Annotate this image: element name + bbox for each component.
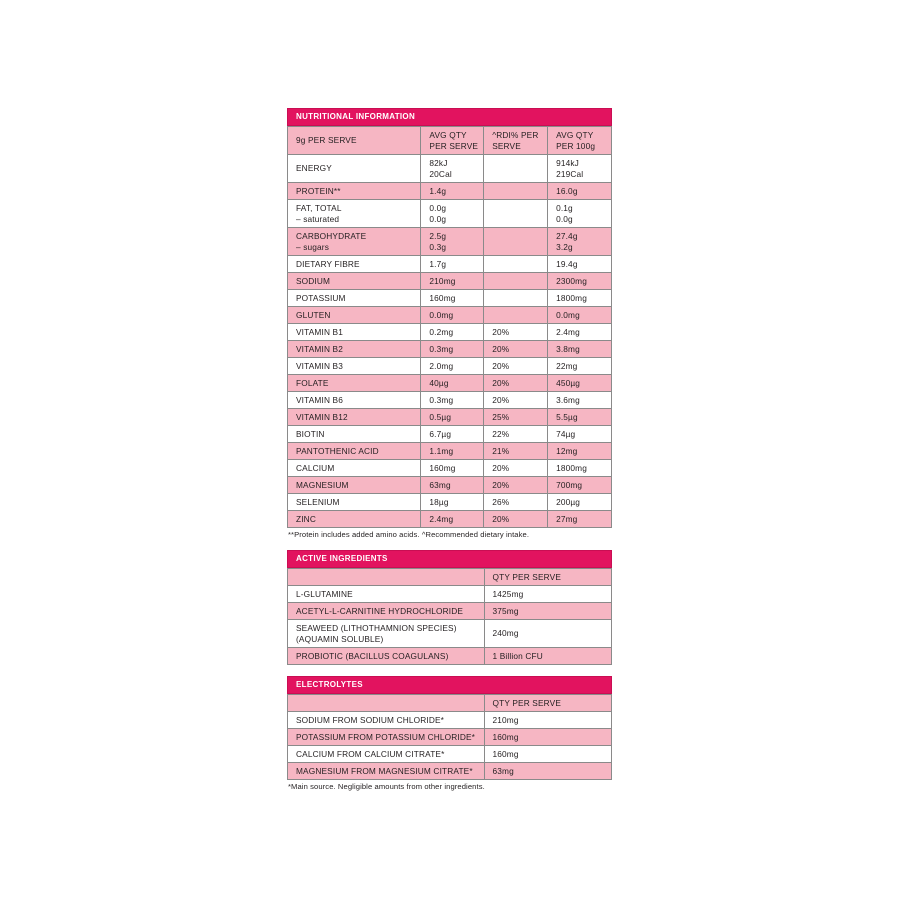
header-cell-1: QTY PER SERVE [484,569,611,586]
electrolytes-table [287,694,612,780]
cell-3: 27mg [548,511,612,528]
cell-0: SODIUM FROM SODIUM CHLORIDE* [288,712,485,729]
cell-0: SEAWEED (LITHOTHAMNION SPECIES) (AQUAMIN SOLUBLE) [288,620,485,648]
cell-0: VITAMIN B2 [288,341,421,358]
nutrition-row [288,200,612,228]
cell-2: 20% [484,358,548,375]
cell-1: 1 Billion CFU [484,648,611,665]
cell-1: 63mg [421,477,484,494]
cell-0: PROTEIN** [288,183,421,200]
electrolytes-header-row [288,695,612,712]
cell-0: ACETYL-L-CARNITINE HYDROCHLORIDE [288,603,485,620]
cell-2 [484,228,548,256]
cell-1: 2.4mg [421,511,484,528]
cell-2 [484,307,548,324]
cell-1: 0.0mg [421,307,484,324]
cell-3: 2300mg [548,273,612,290]
active-row [288,586,612,603]
cell-1: 160mg [484,729,611,746]
cell-1: 1425mg [484,586,611,603]
nutrition-row [288,273,612,290]
cell-2: 20% [484,341,548,358]
nutrition-row [288,511,612,528]
cell-2: 20% [484,511,548,528]
cell-3: 200µg [548,494,612,511]
nutrition-row [288,307,612,324]
active-row [288,603,612,620]
header-cell-0 [288,695,485,712]
electrolytes-row [288,712,612,729]
nutrition-row [288,228,612,256]
cell-0: ENERGY [288,155,421,183]
cell-3: 3.6mg [548,392,612,409]
cell-0: FAT, TOTAL – saturated [288,200,421,228]
cell-0: BIOTIN [288,426,421,443]
cell-2: 26% [484,494,548,511]
active-row [288,620,612,648]
cell-0: SELENIUM [288,494,421,511]
nutrition-table [287,126,612,528]
header-cell-0: 9g PER SERVE [288,127,421,155]
cell-3: 16.0g [548,183,612,200]
cell-2 [484,273,548,290]
cell-0: MAGNESIUM FROM MAGNESIUM CITRATE* [288,763,485,780]
cell-3: 450µg [548,375,612,392]
cell-0: VITAMIN B12 [288,409,421,426]
cell-2: 22% [484,426,548,443]
cell-2: 20% [484,460,548,477]
cell-0: DIETARY FIBRE [288,256,421,273]
nutrition-row [288,426,612,443]
nutrition-footnote: **Protein includes added amino acids. ^Recommended dietary intake. [288,530,530,539]
cell-1: 2.0mg [421,358,484,375]
cell-1: 240mg [484,620,611,648]
cell-0: CARBOHYDRATE – sugars [288,228,421,256]
nutrition-row [288,290,612,307]
cell-3: 2.4mg [548,324,612,341]
cell-1: 6.7µg [421,426,484,443]
active-ingredients-table [287,568,612,665]
cell-2: 20% [484,477,548,494]
cell-3: 3.8mg [548,341,612,358]
cell-0: VITAMIN B6 [288,392,421,409]
header-cell-3: AVG QTY PER 100g [548,127,612,155]
cell-0: L-GLUTAMINE [288,586,485,603]
cell-2: 20% [484,392,548,409]
nutrition-row [288,392,612,409]
cell-0: CALCIUM [288,460,421,477]
cell-0: GLUTEN [288,307,421,324]
header-cell-1: QTY PER SERVE [484,695,611,712]
cell-2 [484,200,548,228]
electrolytes-panel [287,676,612,793]
nutrition-row [288,477,612,494]
cell-3: 5.5µg [548,409,612,426]
cell-3: 12mg [548,443,612,460]
cell-0: MAGNESIUM [288,477,421,494]
cell-1: 210mg [484,712,611,729]
cell-3: 0.1g 0.0g [548,200,612,228]
cell-2: 20% [484,375,548,392]
cell-2: 21% [484,443,548,460]
electrolytes-title: ELECTROLYTES [287,676,612,694]
active-row [288,648,612,665]
cell-0: CALCIUM FROM CALCIUM CITRATE* [288,746,485,763]
nutrition-row [288,443,612,460]
cell-1: 1.7g [421,256,484,273]
cell-1: 40µg [421,375,484,392]
electrolytes-row [288,746,612,763]
cell-1: 0.0g 0.0g [421,200,484,228]
cell-0: PROBIOTIC (BACILLUS COAGULANS) [288,648,485,665]
cell-0: FOLATE [288,375,421,392]
cell-1: 2.5g 0.3g [421,228,484,256]
cell-1: 18µg [421,494,484,511]
cell-3: 22mg [548,358,612,375]
nutrition-title: NUTRITIONAL INFORMATION [287,108,612,126]
header-cell-1: AVG QTY PER SERVE [421,127,484,155]
cell-3: 27.4g 3.2g [548,228,612,256]
cell-0: POTASSIUM [288,290,421,307]
nutrition-row [288,358,612,375]
nutrition-row [288,256,612,273]
cell-3: 914kJ 219Cal [548,155,612,183]
nutrition-row [288,341,612,358]
cell-3: 1800mg [548,460,612,477]
cell-0: VITAMIN B3 [288,358,421,375]
cell-2 [484,155,548,183]
active-ingredients-title: ACTIVE INGREDIENTS [287,550,612,568]
cell-1: 82kJ 20Cal [421,155,484,183]
cell-2: 25% [484,409,548,426]
nutrition-row [288,460,612,477]
nutrition-row [288,324,612,341]
cell-1: 210mg [421,273,484,290]
cell-1: 0.3mg [421,341,484,358]
cell-3: 700mg [548,477,612,494]
cell-2 [484,290,548,307]
electrolytes-footnote: *Main source. Negligible amounts from other ingredients. [288,782,485,791]
nutrition-row [288,155,612,183]
nutrition-row [288,375,612,392]
cell-0: POTASSIUM FROM POTASSIUM CHLORIDE* [288,729,485,746]
cell-1: 160mg [421,460,484,477]
cell-3: 19.4g [548,256,612,273]
cell-0: PANTOTHENIC ACID [288,443,421,460]
cell-1: 0.3mg [421,392,484,409]
nutrition-panel [287,108,612,541]
cell-1: 375mg [484,603,611,620]
active-ingredients-panel [287,550,612,665]
nutrition-header-row [288,127,612,155]
cell-2: 20% [484,324,548,341]
electrolytes-row [288,729,612,746]
cell-1: 1.1mg [421,443,484,460]
cell-1: 160mg [421,290,484,307]
electrolytes-row [288,763,612,780]
cell-0: VITAMIN B1 [288,324,421,341]
cell-1: 160mg [484,746,611,763]
cell-3: 74µg [548,426,612,443]
cell-3: 1800mg [548,290,612,307]
cell-1: 1.4g [421,183,484,200]
nutrition-row [288,409,612,426]
header-cell-0 [288,569,485,586]
cell-2 [484,183,548,200]
cell-3: 0.0mg [548,307,612,324]
cell-2 [484,256,548,273]
header-cell-2: ^RDI% PER SERVE [484,127,548,155]
cell-0: ZINC [288,511,421,528]
nutrition-row [288,183,612,200]
cell-1: 0.2mg [421,324,484,341]
active-header-row [288,569,612,586]
nutrition-row [288,494,612,511]
cell-1: 63mg [484,763,611,780]
cell-0: SODIUM [288,273,421,290]
cell-1: 0.5µg [421,409,484,426]
